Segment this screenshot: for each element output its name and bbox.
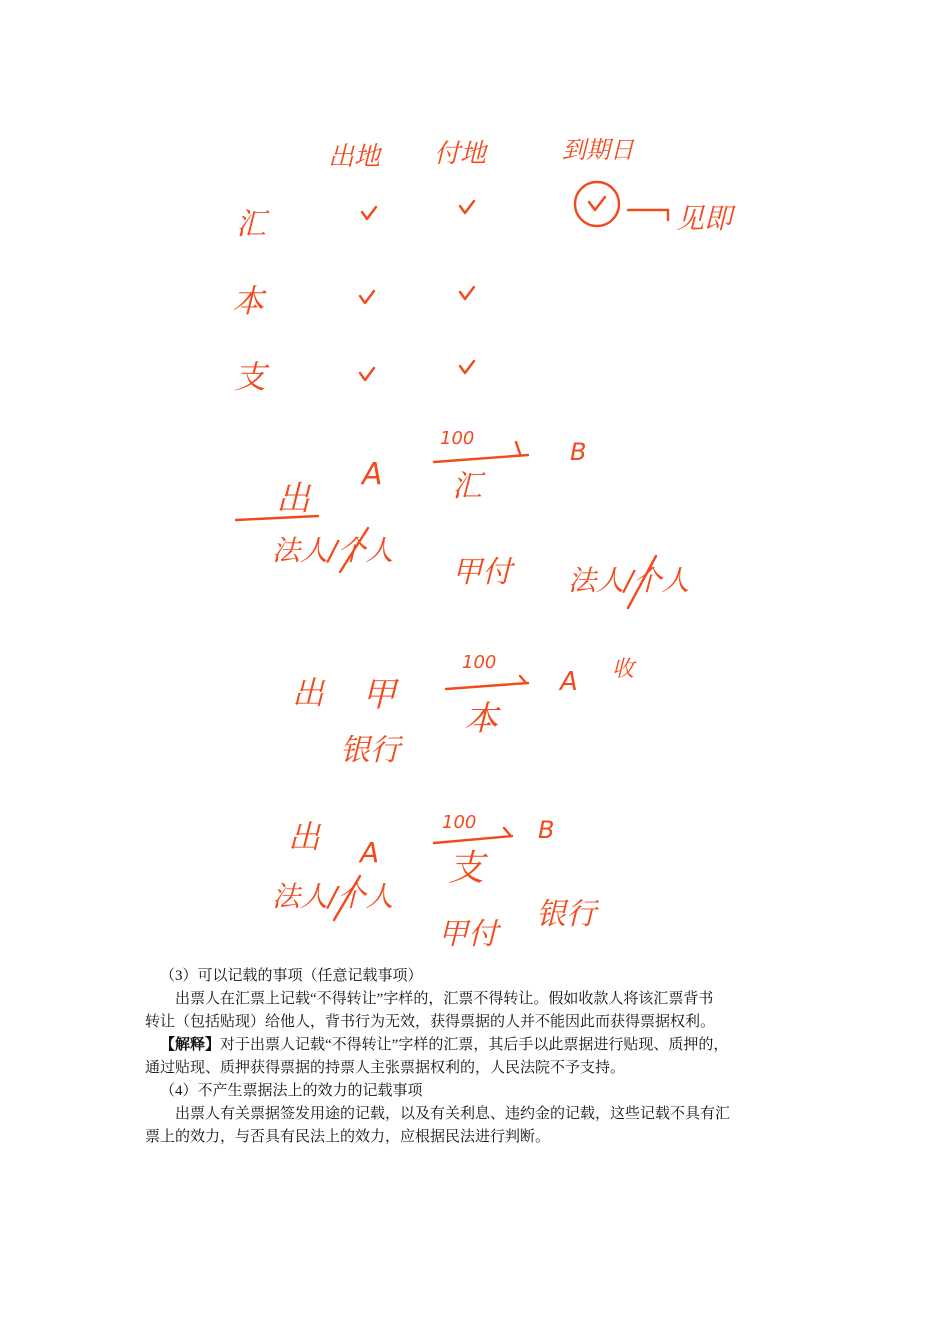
zhi-payer: 甲付	[438, 917, 498, 952]
row-ben: 本	[232, 282, 265, 320]
explanation-line-1	[145, 1034, 825, 1057]
hui-payee-type: 法人/个人	[568, 564, 690, 597]
note-jianji: 见即	[676, 202, 733, 235]
check-mark	[460, 361, 474, 373]
ben-drawer-label: 出	[292, 674, 325, 712]
ben-amount: 100	[462, 652, 497, 673]
ben-payee-note: 收	[612, 657, 635, 682]
hui-drawer-name: A	[362, 457, 383, 492]
zhi-amount: 100	[442, 812, 477, 833]
zhi-payee: B	[538, 816, 555, 844]
check-mark	[360, 291, 374, 303]
paragraph-2-line-1: 出票人有关票据签发用途的记载，以及有关利息、违约金的记载，这些记载不具有汇	[175, 1106, 731, 1122]
row-hui: 汇	[236, 207, 266, 242]
row-zhi: 支	[234, 358, 267, 396]
explanation-text: 对于出票人记载“不得转让”字样的汇票，其后手以此票据进行贴现、质押的，	[220, 1037, 729, 1053]
zhi-payer-type: 银行	[536, 897, 596, 932]
ben-payee: A	[560, 667, 578, 697]
zhi-drawer-type: 法人/个人	[272, 880, 394, 913]
hui-drawer-label: 出	[276, 479, 310, 519]
check-mark	[360, 368, 374, 380]
section-4-title: （4）不产生票据法上的效力的记载事项	[160, 1083, 423, 1099]
header-chudi: 出地	[328, 142, 381, 172]
ben-bill: 本	[464, 699, 498, 739]
check-mark	[460, 287, 474, 299]
check-mark	[460, 201, 474, 213]
zhi-drawer-name: A	[360, 836, 380, 869]
circled-check	[575, 182, 619, 226]
hui-drawer-type: 法人/个人	[272, 534, 394, 567]
hui-bill: 汇	[452, 469, 482, 504]
paragraph-1-line-1: 出票人在汇票上记载“不得转让”字样的，汇票不得转让。假如收款人将该汇票背书	[175, 991, 714, 1007]
hui-payee: B	[570, 438, 587, 466]
header-daoqiri: 到期日	[562, 136, 634, 164]
body-text	[145, 965, 825, 1149]
ben-drawer-name: 甲	[362, 675, 396, 715]
ben-drawer-type: 银行	[340, 733, 400, 768]
explanation-line-2: 通过贴现、质押获得票据的持票人主张票据权利的，人民法院不予支持。	[145, 1060, 626, 1076]
hui-payer: 甲付	[452, 555, 512, 590]
hui-amount: 100	[440, 428, 475, 449]
check-mark	[362, 207, 376, 219]
paragraph-1-line-2: 转让（包括贴现）给他人，背书行为无效，获得票据的人并不能因此而获得票据权利。	[145, 1014, 716, 1030]
paragraph-2-line-2: 票上的效力，与否具有民法上的效力，应根据民法进行判断。	[145, 1129, 551, 1145]
section-3-title: （3）可以记载的事项（任意记载事项）	[160, 968, 423, 984]
explanation-label: 【解释】	[160, 1037, 221, 1053]
zhi-drawer-label: 出	[288, 818, 321, 856]
zhi-bill: 支	[448, 848, 485, 889]
header-fudi: 付地	[434, 139, 487, 169]
